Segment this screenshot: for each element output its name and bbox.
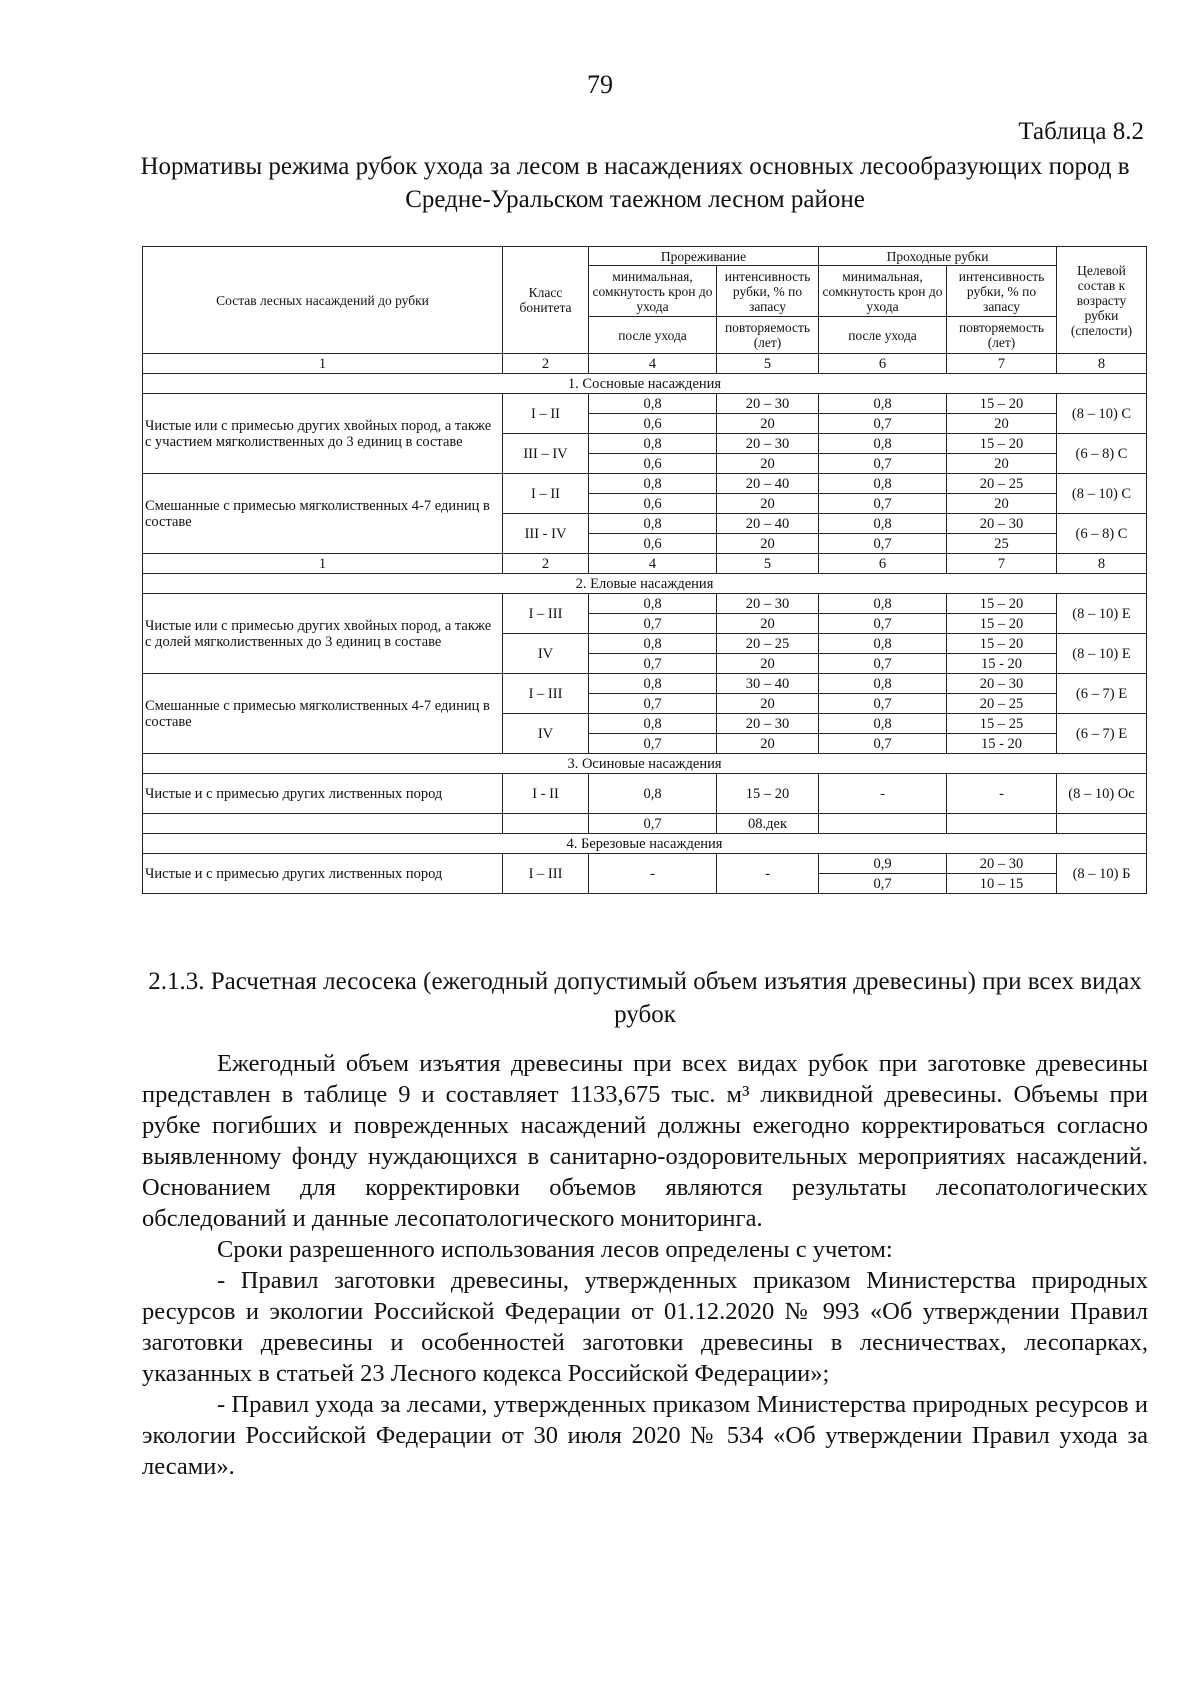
column-number: 7 (947, 554, 1057, 574)
column-number: 5 (717, 554, 819, 574)
value-cell: 0,7 (819, 654, 947, 674)
value-cell: 20 (717, 734, 819, 754)
value-cell: 20 – 30 (717, 434, 819, 454)
value-cell: 15 - 20 (947, 734, 1057, 754)
site-class-cell: I – II (503, 394, 589, 434)
value-cell: 0,8 (819, 714, 947, 734)
value-cell: 0,8 (589, 714, 717, 734)
value-cell: 20 – 30 (947, 674, 1057, 694)
paragraph: - Правил заготовки древесины, утвержденных приказом Министерства природных ресурсов и экологии Российской Федерации от 01.12.2020 № 993 «Об утверждении Правил заготовки древесины и особенностей заготовки древесины в лесничествах, лесопарках, указанных в статьей 23 Лесного кодекса Российской Федерации»; (142, 1267, 1148, 1387)
value-cell: 15 – 20 (947, 634, 1057, 654)
section-title: 4. Березовые насаждения (143, 834, 1147, 854)
header-intensity: интенсивность рубки, % по запасу (947, 266, 1057, 317)
value-cell: 0,8 (819, 434, 947, 454)
value-cell: 15 – 20 (947, 614, 1057, 634)
value-cell: 0,7 (819, 694, 947, 714)
site-class-cell: I – III (503, 674, 589, 714)
value-cell: 0,8 (589, 434, 717, 454)
value-cell: 0,8 (589, 634, 717, 654)
value-cell: 20 (717, 494, 819, 514)
value-cell: 0,7 (589, 694, 717, 714)
target-cell: (6 – 8) С (1057, 434, 1147, 474)
value-cell: - (947, 774, 1057, 814)
column-number: 2 (503, 354, 589, 374)
value-cell: 0,7 (819, 454, 947, 474)
value-cell: 20 (717, 694, 819, 714)
value-cell: 0,7 (589, 614, 717, 634)
value-cell: 20 – 25 (947, 694, 1057, 714)
value-cell: 20 – 25 (947, 474, 1057, 494)
value-cell: 0,8 (589, 594, 717, 614)
target-cell: (6 – 7) Е (1057, 674, 1147, 714)
value-cell: 0,7 (819, 734, 947, 754)
target-cell: (8 – 10) Е (1057, 594, 1147, 634)
column-number: 1 (143, 554, 503, 574)
target-cell: (6 – 8) С (1057, 514, 1147, 554)
site-class-cell: I - II (503, 774, 589, 814)
value-cell: 20 – 30 (947, 514, 1057, 534)
column-number: 6 (819, 354, 947, 374)
norms-table (142, 246, 1147, 894)
table-row (143, 854, 1147, 874)
value-cell: 0,7 (819, 614, 947, 634)
value-cell: 20 (717, 454, 819, 474)
empty-cell (819, 814, 947, 834)
value-cell: 0,6 (589, 414, 717, 434)
column-number: 2 (503, 554, 589, 574)
section-title: 2. Еловые насаждения (143, 574, 1147, 594)
column-number: 6 (819, 554, 947, 574)
value-cell: 0,8 (819, 394, 947, 414)
table-body (143, 247, 1147, 894)
value-cell: 15 - 20 (947, 654, 1057, 674)
header-min-density: минимальная, сомкнутость крон до ухода (819, 266, 947, 317)
value-cell: 0,7 (589, 814, 717, 834)
value-cell: - (717, 854, 819, 894)
header-row (143, 247, 1147, 266)
value-cell: 20 (717, 654, 819, 674)
value-cell: - (819, 774, 947, 814)
value-cell: - (589, 854, 717, 894)
table-row (143, 674, 1147, 694)
header-after-care: после ухода (819, 317, 947, 354)
value-cell: 20 (947, 414, 1057, 434)
composition-cell: Чистые или с примесью других хвойных пород, а также с участием мягколиственных до 3 единиц в составе (143, 394, 503, 474)
table-title: Нормативы режима рубок ухода за лесом в насаждениях основных лесообразующих пород в Средне-Уральском таежном лесном районе (140, 153, 1130, 213)
target-cell: (8 – 10) С (1057, 474, 1147, 514)
value-cell: 0,8 (589, 774, 717, 814)
composition-cell: Смешанные с примесью мягколиственных 4-7 единиц в составе (143, 674, 503, 754)
site-class-cell: I – III (503, 594, 589, 634)
header-min-density: минимальная, сомкнутость крон до ухода (589, 266, 717, 317)
value-cell: 20 – 30 (717, 714, 819, 734)
value-cell: 0,8 (589, 514, 717, 534)
composition-cell: Чистые или с примесью других хвойных пород, а также с долей мягколиственных до 3 единиц в составе (143, 594, 503, 674)
section-heading: 2.1.3. Расчетная лесосека (ежегодный допустимый объем изъятия древесины) при всех видах рубок (148, 968, 1142, 1028)
column-number: 7 (947, 354, 1057, 374)
value-cell: 0,7 (819, 494, 947, 514)
value-cell: 0,6 (589, 454, 717, 474)
header-site-class: Класс бонитета (503, 247, 589, 354)
value-cell: 25 (947, 534, 1057, 554)
value-cell: 20 (717, 414, 819, 434)
value-cell: 0,8 (589, 674, 717, 694)
table-row (143, 814, 1147, 834)
section-title: 3. Осиновые насаждения (143, 754, 1147, 774)
body-text (142, 1048, 1148, 1482)
site-class-cell: I – III (503, 854, 589, 894)
paragraph: - Правил ухода за лесами, утвержденных приказом Министерства природных ресурсов и экологии Российской Федерации от 30 июля 2020 № 534 «Об утверждении Правил ухода за лесами». (142, 1391, 1148, 1480)
header-composition: Состав лесных насаждений до рубки (143, 247, 503, 354)
value-cell: 20 – 30 (717, 394, 819, 414)
site-class-cell: III - IV (503, 514, 589, 554)
value-cell: 0,6 (589, 534, 717, 554)
value-cell: 20 (717, 534, 819, 554)
value-cell: 15 – 20 (947, 434, 1057, 454)
target-cell: (8 – 10) С (1057, 394, 1147, 434)
value-cell: 15 – 20 (947, 594, 1057, 614)
value-cell: 0,9 (819, 854, 947, 874)
value-cell: 0,6 (589, 494, 717, 514)
column-number: 4 (589, 554, 717, 574)
value-cell: 20 – 40 (717, 514, 819, 534)
section-title-row (143, 574, 1147, 594)
empty-cell (1057, 814, 1147, 834)
column-number-row (143, 554, 1147, 574)
value-cell: 20 (947, 454, 1057, 474)
composition-cell: Смешанные с примесью мягколиственных 4-7 единиц в составе (143, 474, 503, 554)
section-title-row (143, 374, 1147, 394)
header-after-care: после ухода (589, 317, 717, 354)
table-row (143, 474, 1147, 494)
empty-cell (143, 814, 503, 834)
header-thinning: Прореживание (589, 247, 819, 266)
value-cell: 15 – 25 (947, 714, 1057, 734)
target-cell: (6 – 7) Е (1057, 714, 1147, 754)
header-repeat: повторяемость (лет) (717, 317, 819, 354)
composition-cell: Чистые и с примесью других лиственных пород (143, 774, 503, 814)
value-cell: 30 – 40 (717, 674, 819, 694)
value-cell: 0,7 (819, 414, 947, 434)
value-cell: 0,8 (819, 514, 947, 534)
composition-cell: Чистые и с примесью других лиственных пород (143, 854, 503, 894)
value-cell: 20 – 40 (717, 474, 819, 494)
column-number: 8 (1057, 354, 1147, 374)
value-cell: 0,7 (589, 654, 717, 674)
paragraph: Сроки разрешенного использования лесов определены с учетом: (217, 1236, 893, 1263)
header-repeat: повторяемость (лет) (947, 317, 1057, 354)
column-number: 8 (1057, 554, 1147, 574)
section-title-row (143, 834, 1147, 854)
target-cell: (8 – 10) Б (1057, 854, 1147, 894)
table-row (143, 774, 1147, 814)
value-cell: 20 – 25 (717, 634, 819, 654)
value-cell: 0,8 (819, 594, 947, 614)
value-cell: 10 – 15 (947, 874, 1057, 894)
site-class-cell: III – IV (503, 434, 589, 474)
paragraph: Ежегодный объем изъятия древесины при всех видах рубок при заготовке древесины представлен в таблице 9 и составляет 1133,675 тыс. м³ ликвидной древесины. Объемы при рубке погибших и поврежденных насаждений должны ежегодно корректироваться согласно выявленному фонду нуждающихся в санитарно-оздоровительных мероприятиях насаждений. Основанием для корректировки объемов являются результаты лесопатологических обследований и данные лесопатологического мониторинга. (142, 1050, 1148, 1232)
site-class-cell: I – II (503, 474, 589, 514)
table-row (143, 394, 1147, 414)
value-cell: 20 – 30 (717, 594, 819, 614)
header-target: Целевой состав к возрасту рубки (спелости) (1057, 247, 1147, 354)
value-cell: 08.дек (717, 814, 819, 834)
header-passing-cuts: Проходные рубки (819, 247, 1057, 266)
target-cell: (8 – 10) Ос (1057, 774, 1147, 814)
target-cell: (8 – 10) Е (1057, 634, 1147, 674)
table-label: Таблица 8.2 (1018, 118, 1144, 145)
value-cell: 20 – 30 (947, 854, 1057, 874)
value-cell: 0,8 (819, 674, 947, 694)
value-cell: 20 (947, 494, 1057, 514)
column-number-row (143, 354, 1147, 374)
site-class-cell: IV (503, 634, 589, 674)
header-intensity: интенсивность рубки, % по запасу (717, 266, 819, 317)
value-cell: 0,7 (819, 874, 947, 894)
empty-cell (947, 814, 1057, 834)
value-cell: 0,7 (589, 734, 717, 754)
page-number: 79 (587, 70, 613, 99)
value-cell: 0,8 (819, 474, 947, 494)
empty-cell (503, 814, 589, 834)
section-title: 1. Сосновые насаждения (143, 374, 1147, 394)
value-cell: 20 (717, 614, 819, 634)
section-title-row (143, 754, 1147, 774)
value-cell: 0,8 (589, 474, 717, 494)
value-cell: 0,8 (819, 634, 947, 654)
column-number: 5 (717, 354, 819, 374)
table-row (143, 594, 1147, 614)
value-cell: 0,7 (819, 534, 947, 554)
column-number: 4 (589, 354, 717, 374)
value-cell: 15 – 20 (717, 774, 819, 814)
column-number: 1 (143, 354, 503, 374)
value-cell: 0,8 (589, 394, 717, 414)
value-cell: 15 – 20 (947, 394, 1057, 414)
site-class-cell: IV (503, 714, 589, 754)
